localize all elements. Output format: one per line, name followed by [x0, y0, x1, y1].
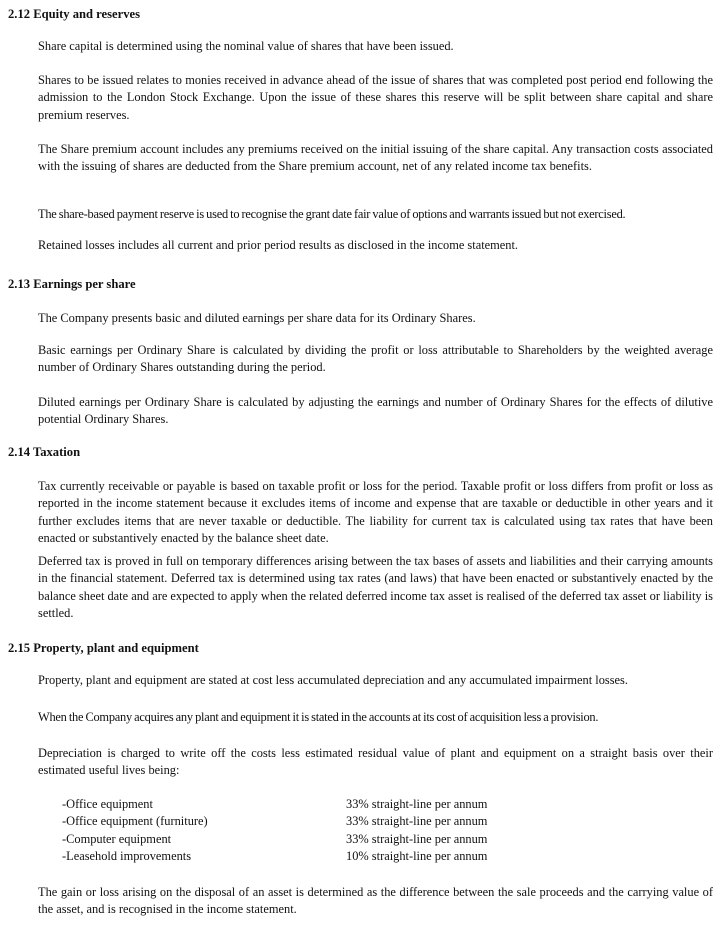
section-heading-property-plant-and-equipment: 2.15 Property, plant and equipment: [8, 641, 199, 655]
depreciation-rate: 33% straight-line per annum: [346, 814, 488, 829]
paragraph-disposal-gain-loss: The gain or loss arising on the disposal of an asset is determined as the difference between the sale proceeds and the carrying value of the asset, and is recognised in the income statement.: [38, 885, 713, 917]
list-item: [62, 848, 542, 865]
paragraph-eps-intro: The Company presents basic and diluted earnings per share data for its Ordinary Shares.: [38, 311, 476, 325]
section-heading-taxation: 2.14 Taxation: [8, 445, 81, 459]
depreciation-rate: 33% straight-line per annum: [346, 831, 488, 846]
paragraph-deferred-tax: Deferred tax is proved in full on temporary differences arising between the tax bases of assets and liabilities and their carrying amounts in the financial statement. Deferred tax is determined using tax rates (and laws) that have been enacted or substantively enacted by the balance sheet date and are expected to apply when the related deferred income tax asset is realised of the deferred tax asset or liability is settled.: [38, 554, 713, 620]
paragraph-shares-to-be-issued: Shares to be issued relates to monies received in advance ahead of the issue of shares that was completed post period end following the admission to the London Stock Exchange. Upon the issue of these shares this reserve will be split between share capital and share premium reserves.: [38, 73, 713, 122]
paragraph-ppe-cost: Property, plant and equipment are stated at cost less accumulated depreciation and any accumulated impairment losses.: [38, 673, 628, 687]
paragraph-retained-losses: Retained losses includes all current and prior period results as disclosed in the income statement.: [38, 238, 519, 252]
list-item: [62, 813, 542, 830]
list-item: [62, 831, 542, 848]
depreciation-rate: 33% straight-line per annum: [346, 797, 488, 811]
depreciation-rates-list: [62, 796, 542, 865]
depreciation-rate: 10% straight-line per annum: [346, 848, 488, 863]
paragraph-ppe-acquisition: When the Company acquires any plant and equipment it is stated in the accounts at its cost of acquisition less a provision.: [38, 710, 599, 724]
section-heading-equity-and-reserves: 2.12 Equity and reserves: [8, 7, 141, 21]
asset-class-label: -Leasehold improvements: [62, 848, 192, 863]
asset-class-label: -Office equipment: [62, 797, 153, 811]
asset-class-label: -Office equipment (furniture): [62, 814, 208, 829]
asset-class-label: -Computer equipment: [62, 831, 172, 846]
paragraph-share-capital: Share capital is determined using the nominal value of shares that have been issued.: [38, 39, 454, 53]
section-heading-earnings-per-share: 2.13 Earnings per share: [8, 277, 136, 291]
paragraph-share-premium: The Share premium account includes any premiums received on the initial issuing of the share capital. Any transaction costs associated with the issuing of shares are deducted from the Share premium account, net of any related income tax benefits.: [38, 142, 713, 174]
paragraph-share-based-payment-reserve: The share-based payment reserve is used to recognise the grant date fair value of options and warrants issued but not exercised.: [38, 207, 626, 221]
paragraph-depreciation: Depreciation is charged to write off the costs less estimated residual value of plant and equipment on a straight basis over their estimated useful lives being:: [38, 746, 713, 778]
paragraph-current-tax: Tax currently receivable or payable is based on taxable profit or loss for the period. Taxable profit or loss differs from profit or loss as reported in the income statement because it excludes items of income and expense that are taxable or deductible in other years and it further excludes items that are never taxable or deductible. The liability for current tax is calculated using tax rates that have been enacted or substantively enacted by the balance sheet date.: [38, 479, 713, 545]
paragraph-diluted-eps: Diluted earnings per Ordinary Share is calculated by adjusting the earnings and number of Ordinary Shares for the effects of dilutive potential Ordinary Shares.: [38, 395, 713, 427]
list-item: [62, 796, 542, 813]
paragraph-basic-eps: Basic earnings per Ordinary Share is calculated by dividing the profit or loss attributable to Shareholders by the weighted average number of Ordinary Shares outstanding during the period.: [38, 343, 713, 375]
